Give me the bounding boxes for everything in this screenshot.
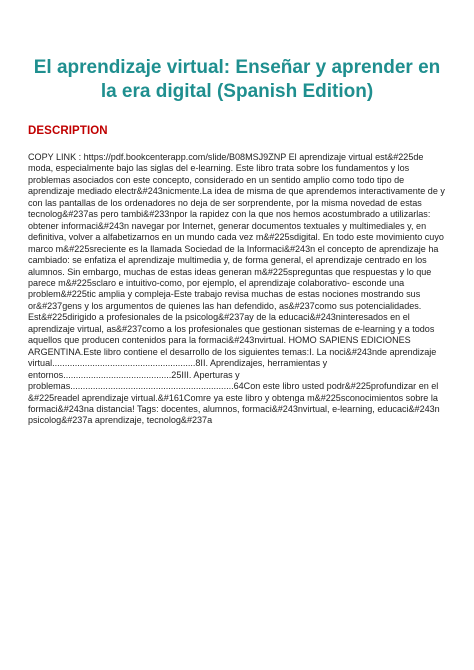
document-title: El aprendizaje virtual: Enseñar y aprender en la era digital (Spanish Edition) [33,57,441,102]
description-text: COPY LINK : https://pdf.bookcenterapp.com/slide/B08MSJ9ZNP El aprendizaje virtual est&#225de moda, especialmente bajo las siglas del e-learning. Este libro trata sobre los fundamentos y los problemas asociados con este concepto, considerado en un sentido amplio como todo tipo de aprendizaje mediado electr&#243nicmente.La idea de misma de que aprendemos interactivamente de y con las pantallas de los ordenadores no deja de ser sorprendente, por la misma novedad de estas tecnolog&#237as pero tambi&#233npor la rapidez con la que nos hemos acostumbrado a utilizarlas: obtener informaci&#243n navegar por Internet, generar documentos textuales y multimediales y, en definitiva, volver a alfabetizarnos en un mundo cada vez m&#225sdigital. En todo este movimiento cuyo marco m&#225sreciente es la llamada Sociedad de la Informaci&#243n el concepto de aprendizaje ha cambiado: se enfatiza el aprendizaje multimedia y, de forma general, el aprendizaje centrado en los alumnos. Sin embargo, muchas de estas ideas generan m&#225spreguntas que respuestas y lo que parece m&#225sclaro e intuitivo-como, por ejemplo, el aprendizaje colaborativo- esconde una problem&#225tic amplia y compleja-Este trabajo revisa muchas de estas nociones mostrando sus or&#237gens y los argumentos de quienes las han defendido, as&#237como sus potencialidades. Est&#225dirigido a profesionales de la psicolog&#237ay de la educaci&#243ninteresados en el aprendizaje virtual, as&#237como a los profesionales que gestionan sistemas de e-learning y a todos aquellos que producen contenidos para la formaci&#243nvirtual. HOMO SAPIENS EDICIONES ARGENTINA.Este libro contiene el desarrollo de los siguientes temas:I. La noci&#243nde aprendizaje virtual.........................................................8II. Aprendizajes, herramientas y entornos...........................................25III. Aperturas y problemas.................................................................64Con este libro usted podr&#225profundizar en el &#225readel aprendizaje virtual.&#161Comre ya este libro y obtenga m&#225sconocimientos sobre la formaci&#243na distancia! Tags: docentes, alumnos, formaci&#243nvirtual, e-learning, educaci&#243n psicolog&#237a aprendizaje, tecnolog&#237a [28,152,445,426]
description-heading: DESCRIPTION [28,125,108,137]
